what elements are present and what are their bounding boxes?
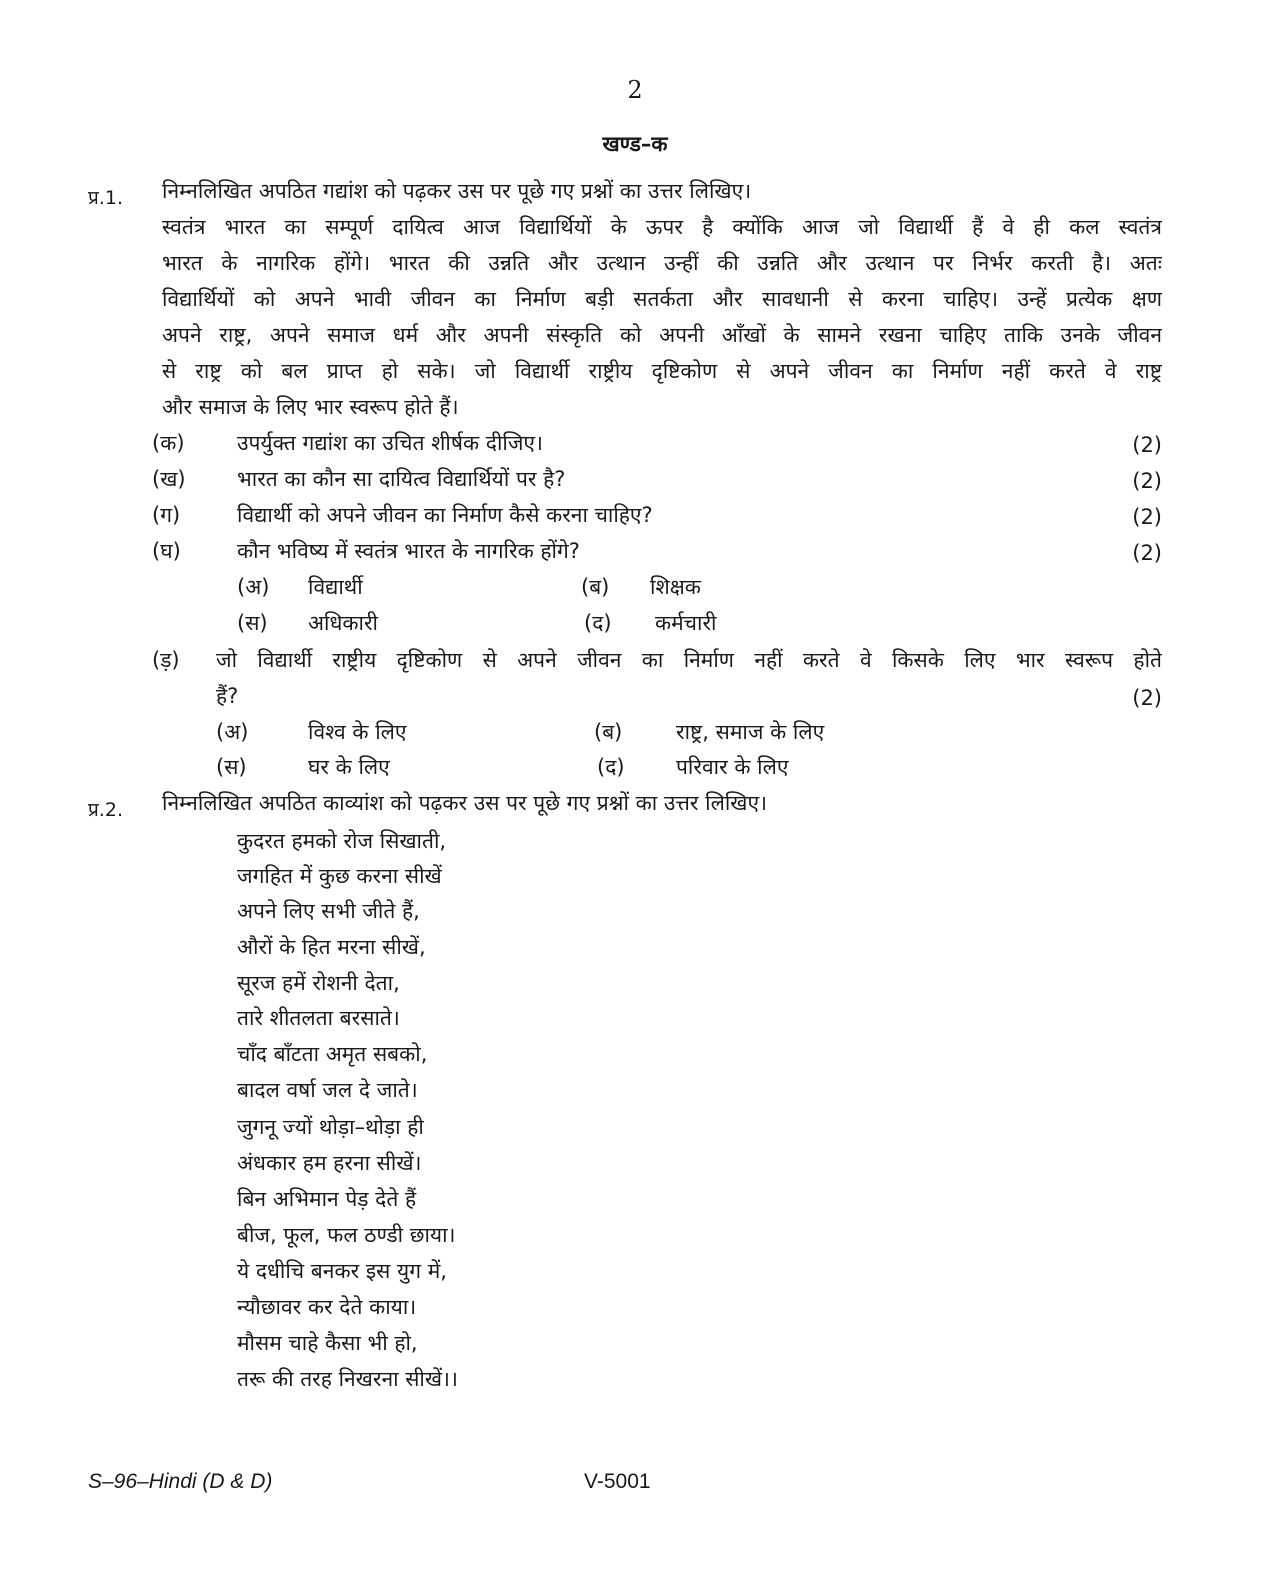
subquestion-label: (घ) [152, 539, 181, 563]
footer-version-code: V-5001 [584, 1470, 651, 1493]
subquestion-text: भारत का कौन सा दायित्व विद्यार्थियों पर है? [237, 467, 566, 491]
option-text: शिक्षक [650, 575, 701, 599]
question-1-instruction: निम्नलिखित अपठित गद्यांश को पढ़कर उस पर पूछे गए प्रश्नों का उत्तर लिखिए। [162, 179, 752, 203]
option-text: विद्यार्थी [308, 575, 363, 599]
subquestion-label: (क) [152, 431, 185, 455]
poem-line: बादल वर्षा जल दे जाते। [237, 1078, 418, 1102]
passage-line: से राष्ट्र को बल प्राप्त हो सके। जो विद्यार्थी राष्ट्रीय दृष्टिकोण से अपने जीवन का निर्माण नहीं करते वे राष्ट्र [162, 359, 1162, 383]
subquestion-text: जो विद्यार्थी राष्ट्रीय दृष्टिकोण से अपने जीवन का निर्माण नहीं करते वे किसके लिए भार स्वरूप होते [216, 648, 1162, 672]
subquestion-text: विद्यार्थी को अपने जीवन का निर्माण कैसे करना चाहिए? [237, 503, 653, 527]
passage-line: स्वतंत्र भारत का सम्पूर्ण दायित्व आज विद्यार्थियों के ऊपर है क्योंकि आज जो विद्यार्थी हैं वे ही कल स्वतंत्र [162, 215, 1162, 239]
option-text: राष्ट्र, समाज के लिए [676, 720, 825, 744]
poem-line: तारे शीतलता बरसाते। [237, 1006, 400, 1030]
subquestion-text: कौन भविष्य में स्वतंत्र भारत के नागरिक होंगे? [237, 539, 580, 563]
poem-line: बीज, फूल, फल ठण्डी छाया। [237, 1223, 456, 1247]
subquestion-label: (ग) [152, 503, 181, 527]
poem-line: न्यौछावर कर देते काया। [237, 1295, 417, 1319]
poem-line: ये दधीचि बनकर इस युग में, [237, 1259, 447, 1283]
option-label: (द) [584, 611, 612, 635]
subquestion-marks: (2) [1132, 469, 1162, 493]
passage-line: भारत के नागरिक होंगे। भारत की उन्नति और उत्थान उन्हीं की उन्नति और उत्थान पर निर्भर करती है। अतः [162, 251, 1162, 275]
question-2-instruction: निम्नलिखित अपठित काव्यांश को पढ़कर उस पर पूछे गए प्रश्नों का उत्तर लिखिए। [162, 791, 768, 815]
poem-line: बिन अभिमान पेड़ देते हैं [237, 1187, 417, 1211]
poem-line: अपने लिए सभी जीते हैं, [237, 899, 420, 923]
poem-line: मौसम चाहे कैसा भी हो, [237, 1331, 418, 1355]
page-number: 2 [627, 76, 643, 104]
passage-line: और समाज के लिए भार स्वरूप होते हैं। [162, 395, 459, 419]
option-text: परिवार के लिए [676, 755, 789, 779]
poem-line: जुगनू ज्यों थोड़ा–थोड़ा ही [237, 1115, 424, 1139]
question-1-number: प्र.1. [88, 187, 123, 209]
poem-line: सूरज हमें रोशनी देता, [237, 971, 400, 995]
poem-line: अंधकार हम हरना सीखें। [237, 1151, 422, 1175]
poem-line: कुदरत हमको रोज सिखाती, [237, 829, 447, 853]
poem-line: चाँद बाँटता अमृत सबको, [237, 1042, 428, 1066]
option-text: घर के लिए [308, 755, 390, 779]
option-label: (अ) [237, 575, 270, 599]
option-label: (स) [237, 611, 268, 635]
footer-paper-code: S–96–Hindi (D & D) [88, 1470, 273, 1493]
option-label: (स) [216, 755, 247, 779]
option-label: (अ) [216, 720, 249, 744]
subquestion-text-continued: हैं? [216, 684, 239, 708]
subquestion-marks: (2) [1132, 505, 1162, 529]
subquestion-marks: (2) [1132, 686, 1162, 710]
option-text: अधिकारी [308, 611, 378, 635]
subquestion-label: (ख) [152, 467, 186, 491]
option-text: कर्मचारी [655, 611, 717, 635]
option-text: विश्व के लिए [308, 720, 407, 744]
subquestion-label: (ड़) [152, 648, 180, 672]
poem-line: जगहित में कुछ करना सीखें [237, 864, 442, 888]
question-2-number: प्र.2. [88, 799, 123, 821]
subquestion-marks: (2) [1132, 433, 1162, 457]
section-title: खण्ड–क [602, 132, 668, 156]
subquestion-marks: (2) [1132, 541, 1162, 565]
subquestion-text: उपर्युक्त गद्यांश का उचित शीर्षक दीजिए। [237, 431, 543, 455]
passage-line: विद्यार्थियों को अपने भावी जीवन का निर्माण बड़ी सतर्कता और सावधानी से करना चाहिए। उन्हें प्रत्येक क्षण [162, 287, 1162, 311]
poem-line: तरू की तरह निखरना सीखें।। [237, 1367, 458, 1391]
option-label: (ब) [581, 575, 610, 599]
poem-line: औरों के हित मरना सीखें, [237, 935, 426, 959]
option-label: (ब) [594, 720, 623, 744]
passage-line: अपने राष्ट्र, अपने समाज धर्म और अपनी संस्कृति को अपनी आँखों के सामने रखना चाहिए ताकि उनके जीवन [162, 323, 1162, 347]
option-label: (द) [597, 755, 625, 779]
